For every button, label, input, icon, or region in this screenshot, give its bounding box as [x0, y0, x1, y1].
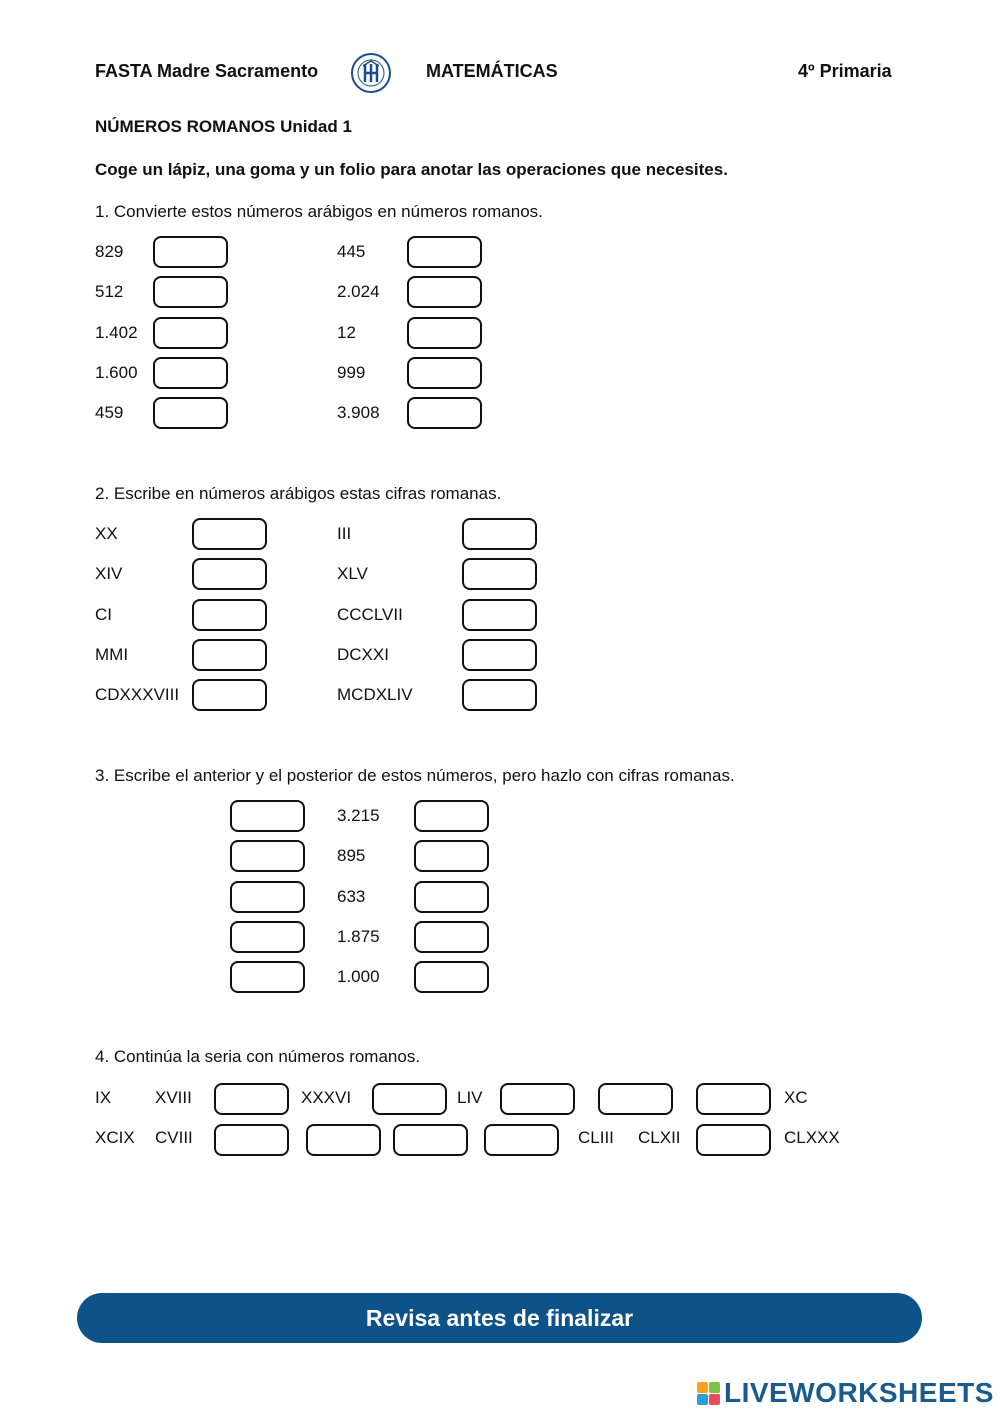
answer-box[interactable] [192, 558, 267, 590]
answer-box[interactable] [372, 1083, 447, 1115]
series-item: LIV [457, 1088, 483, 1107]
exercise-2-prompt: 2. Escribe en números arábigos estas cifras romanas. [95, 484, 502, 503]
answer-box-before[interactable] [230, 961, 305, 993]
answer-box[interactable] [192, 518, 267, 550]
series-item: IX [95, 1088, 112, 1107]
roman-label: MCDXLIV [337, 685, 413, 705]
answer-box-after[interactable] [414, 881, 489, 913]
series-item: CVIII [155, 1128, 193, 1147]
answer-box-after[interactable] [414, 961, 489, 993]
series-item: XC [784, 1088, 808, 1107]
answer-box[interactable] [598, 1083, 673, 1115]
number-label: 1.875 [337, 926, 380, 946]
answer-box-after[interactable] [414, 921, 489, 953]
subject-title: MATEMÁTICAS [426, 61, 558, 81]
answer-box[interactable] [153, 317, 228, 349]
number-label: 2.024 [337, 282, 380, 302]
answer-box[interactable] [407, 236, 482, 268]
school-name: FASTA Madre Sacramento [95, 61, 319, 81]
number-label: 3.908 [337, 403, 380, 423]
answer-box[interactable] [393, 1124, 468, 1156]
answer-box[interactable] [407, 397, 482, 429]
answer-box-after[interactable] [414, 800, 489, 832]
liveworksheets-icon [697, 1382, 720, 1405]
answer-box[interactable] [407, 317, 482, 349]
answer-box[interactable] [407, 357, 482, 389]
answer-box-before[interactable] [230, 840, 305, 872]
number-label: 3.215 [337, 806, 380, 825]
answer-box-before[interactable] [230, 881, 305, 913]
answer-box[interactable] [484, 1124, 559, 1156]
number-label: 1.402 [95, 322, 138, 342]
brand-name: LIVEWORKSHEETS [724, 1377, 994, 1408]
roman-label: CDXXXVIII [95, 685, 180, 705]
series-item: CLXXX [784, 1128, 840, 1147]
answer-box[interactable] [214, 1124, 289, 1156]
review-button[interactable]: Revisa antes de finalizar [77, 1293, 922, 1343]
answer-box[interactable] [462, 639, 537, 671]
series-item: XXXVI [301, 1088, 352, 1107]
roman-label: XX [95, 524, 118, 543]
roman-label: MMI [95, 644, 129, 664]
number-label: 459 [95, 403, 124, 423]
number-label: 1.000 [337, 967, 380, 987]
answer-box[interactable] [214, 1083, 289, 1115]
number-label: 512 [95, 282, 124, 302]
series-item: XVIII [155, 1088, 192, 1107]
answer-box[interactable] [192, 599, 267, 631]
answer-box[interactable] [462, 599, 537, 631]
number-label: 445 [337, 242, 366, 261]
answer-box[interactable] [306, 1124, 381, 1156]
number-label: 1.600 [95, 362, 138, 382]
school-logo [350, 52, 392, 94]
answer-box[interactable] [696, 1124, 771, 1156]
answer-box-before[interactable] [230, 921, 305, 953]
answer-box[interactable] [462, 558, 537, 590]
answer-box[interactable] [462, 518, 537, 550]
answer-box-after[interactable] [414, 840, 489, 872]
instructions: Coge un lápiz, una goma y un folio para anotar las operaciones que necesites. [95, 160, 728, 179]
answer-box[interactable] [462, 679, 537, 711]
answer-box[interactable] [696, 1083, 771, 1115]
answer-box[interactable] [153, 397, 228, 429]
liveworksheets-brand[interactable] [697, 1377, 994, 1409]
roman-label: XIV [95, 564, 123, 584]
answer-box[interactable] [153, 357, 228, 389]
answer-box[interactable] [153, 276, 228, 308]
number-label: 829 [95, 242, 124, 261]
exercise-1-prompt: 1. Convierte estos números arábigos en números romanos. [95, 202, 543, 221]
grade-label: 4º Primaria [798, 61, 892, 81]
answer-box[interactable] [407, 276, 482, 308]
answer-box[interactable] [500, 1083, 575, 1115]
exercise-3-prompt: 3. Escribe el anterior y el posterior de estos números, pero hazlo con cifras romanas. [95, 766, 735, 785]
exercise-4-prompt: 4. Continúa la seria con números romanos. [95, 1047, 421, 1066]
number-label: 633 [337, 886, 366, 906]
series-item: CLIII [578, 1128, 614, 1147]
worksheet-title: NÚMEROS ROMANOS Unidad 1 [95, 117, 352, 136]
roman-label: III [337, 524, 352, 543]
answer-box[interactable] [192, 639, 267, 671]
answer-box-before[interactable] [230, 800, 305, 832]
roman-label: CCCLVII [337, 604, 403, 624]
number-label: 999 [337, 362, 366, 382]
series-item: CLXII [638, 1128, 681, 1147]
number-label: 895 [337, 846, 366, 866]
roman-label: DCXXI [337, 644, 389, 664]
roman-label: XLV [337, 564, 368, 584]
roman-label: CI [95, 604, 112, 624]
answer-box[interactable] [192, 679, 267, 711]
series-item: XCIX [95, 1128, 135, 1147]
number-label: 12 [337, 322, 356, 342]
answer-box[interactable] [153, 236, 228, 268]
